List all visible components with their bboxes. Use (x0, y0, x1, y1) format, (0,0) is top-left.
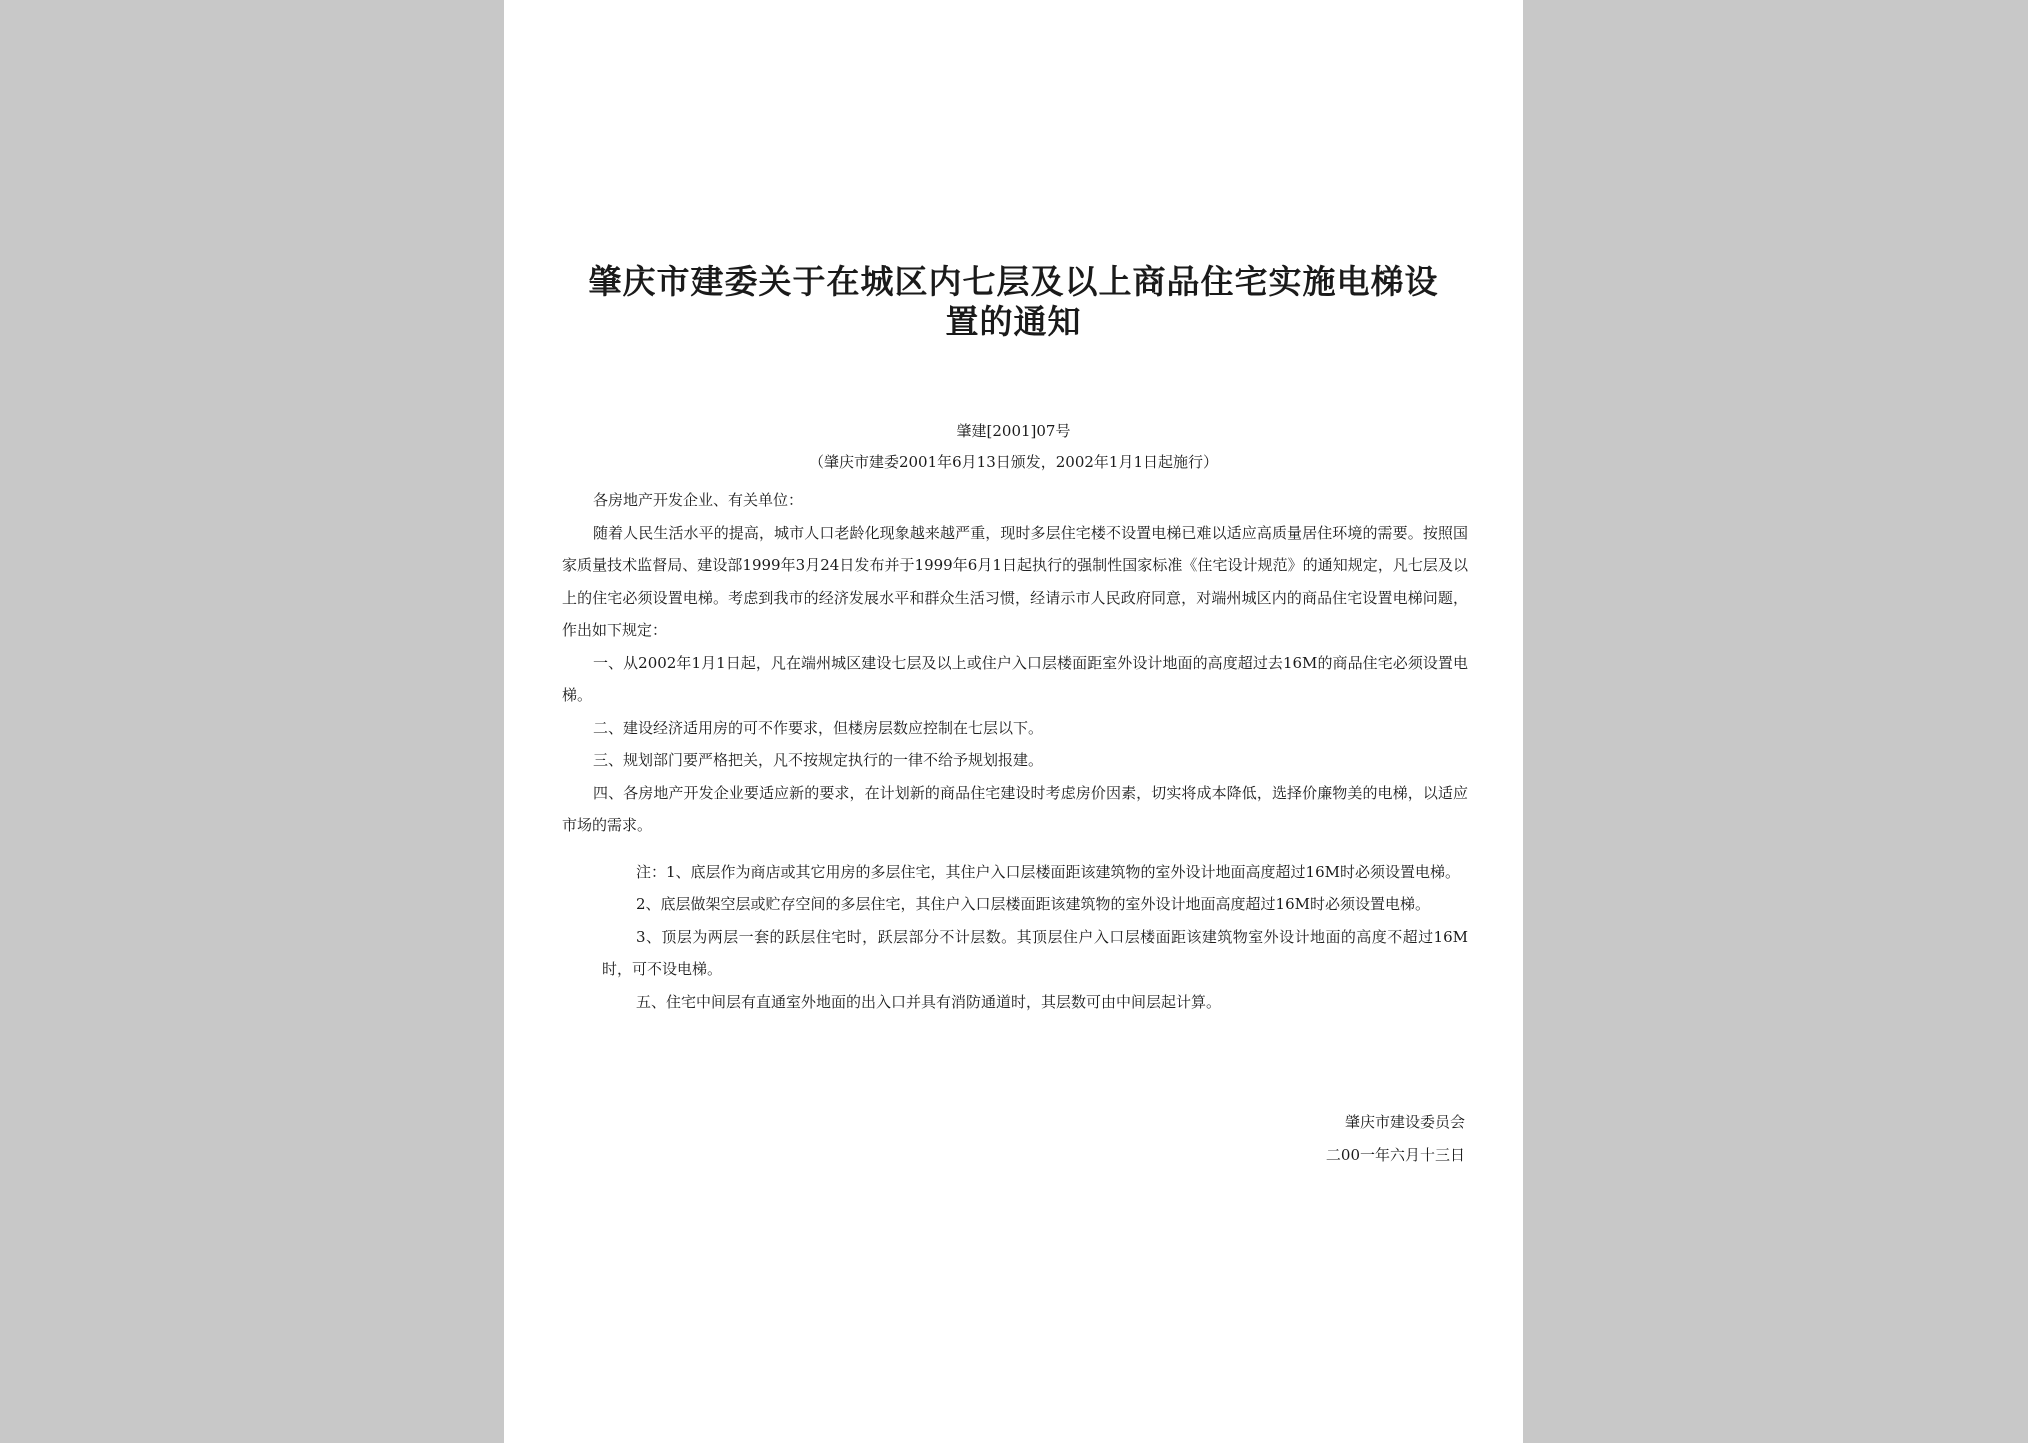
item-2: 二、建设经济适用房的可不作要求，但楼房层数应控制在七层以下。 (593, 718, 1044, 737)
note-3: 3、顶层为两层一套的跃层住宅时，跃层部分不计层数。其顶层住户入口层楼面距该建筑物室外设计地面的高度不超过16M时，可不设电梯。 (602, 927, 1468, 978)
document-page (504, 0, 1523, 1443)
item-3: 三、规划部门要严格把关，凡不按规定执行的一律不给予规划报建。 (593, 751, 1044, 769)
signature: 肇庆市建设委员会 (1344, 1113, 1465, 1131)
signature-date: 二00一年六月十三日 (1325, 1146, 1465, 1164)
item-5: 五、住宅中间层有直通室外地面的出入口并具有消防通道时，其层数可由中间层起计算。 (636, 992, 1222, 1011)
document-number: 肇建[2001]07号 (956, 422, 1071, 440)
note-1: 注：1、底层作为商店或其它用房的多层住宅，其住户入口层楼面距该建筑物的室外设计地面高度超过16M时必须设置电梯。 (636, 862, 1460, 881)
document-title: 肇庆市建委关于在城区内七层及以上商品住宅实施电梯设置的通知 (588, 262, 1439, 341)
document-body (562, 484, 1468, 1018)
item-4: 四、各房地产开发企业要适应新的要求，在计划新的商品住宅建设时考虑房价因素，切实将成本降低，选择价廉物美的电梯，以适应市场的需求。 (562, 783, 1468, 834)
note-2: 2、底层做架空层或贮存空间的多层住宅，其住户入口层楼面距该建筑物的室外设计地面高度超过16M时必须设置电梯。 (636, 895, 1430, 913)
salutation: 各房地产开发企业、有关单位： (593, 491, 804, 509)
notes-block (602, 856, 1468, 1019)
intro-paragraph: 随着人民生活水平的提高，城市人口老龄化现象越来越严重，现时多层住宅楼不设置电梯已难以适应高质量居住环境的需要。按照国家质量技术监督局、建设部1999年3月24日发布并于1999年6月1日起执行的强制性国家标准《住宅设计规范》的通知规定，凡七层及以上的住宅必须设置电梯。考虑到我市的经济发展水平和群众生活习惯，经请示市人民政府同意，对端州城区内的商品住宅设置电梯问题，作出如下规定： (562, 523, 1468, 639)
issued-note: （肇庆市建委2001年6月13日颁发，2002年1月1日起施行） (808, 453, 1219, 471)
item-1: 一、从2002年1月1日起，凡在端州城区建设七层及以上或住户入口层楼面距室外设计地面的高度超过去16M的商品住宅必须设置电梯。 (562, 653, 1468, 704)
